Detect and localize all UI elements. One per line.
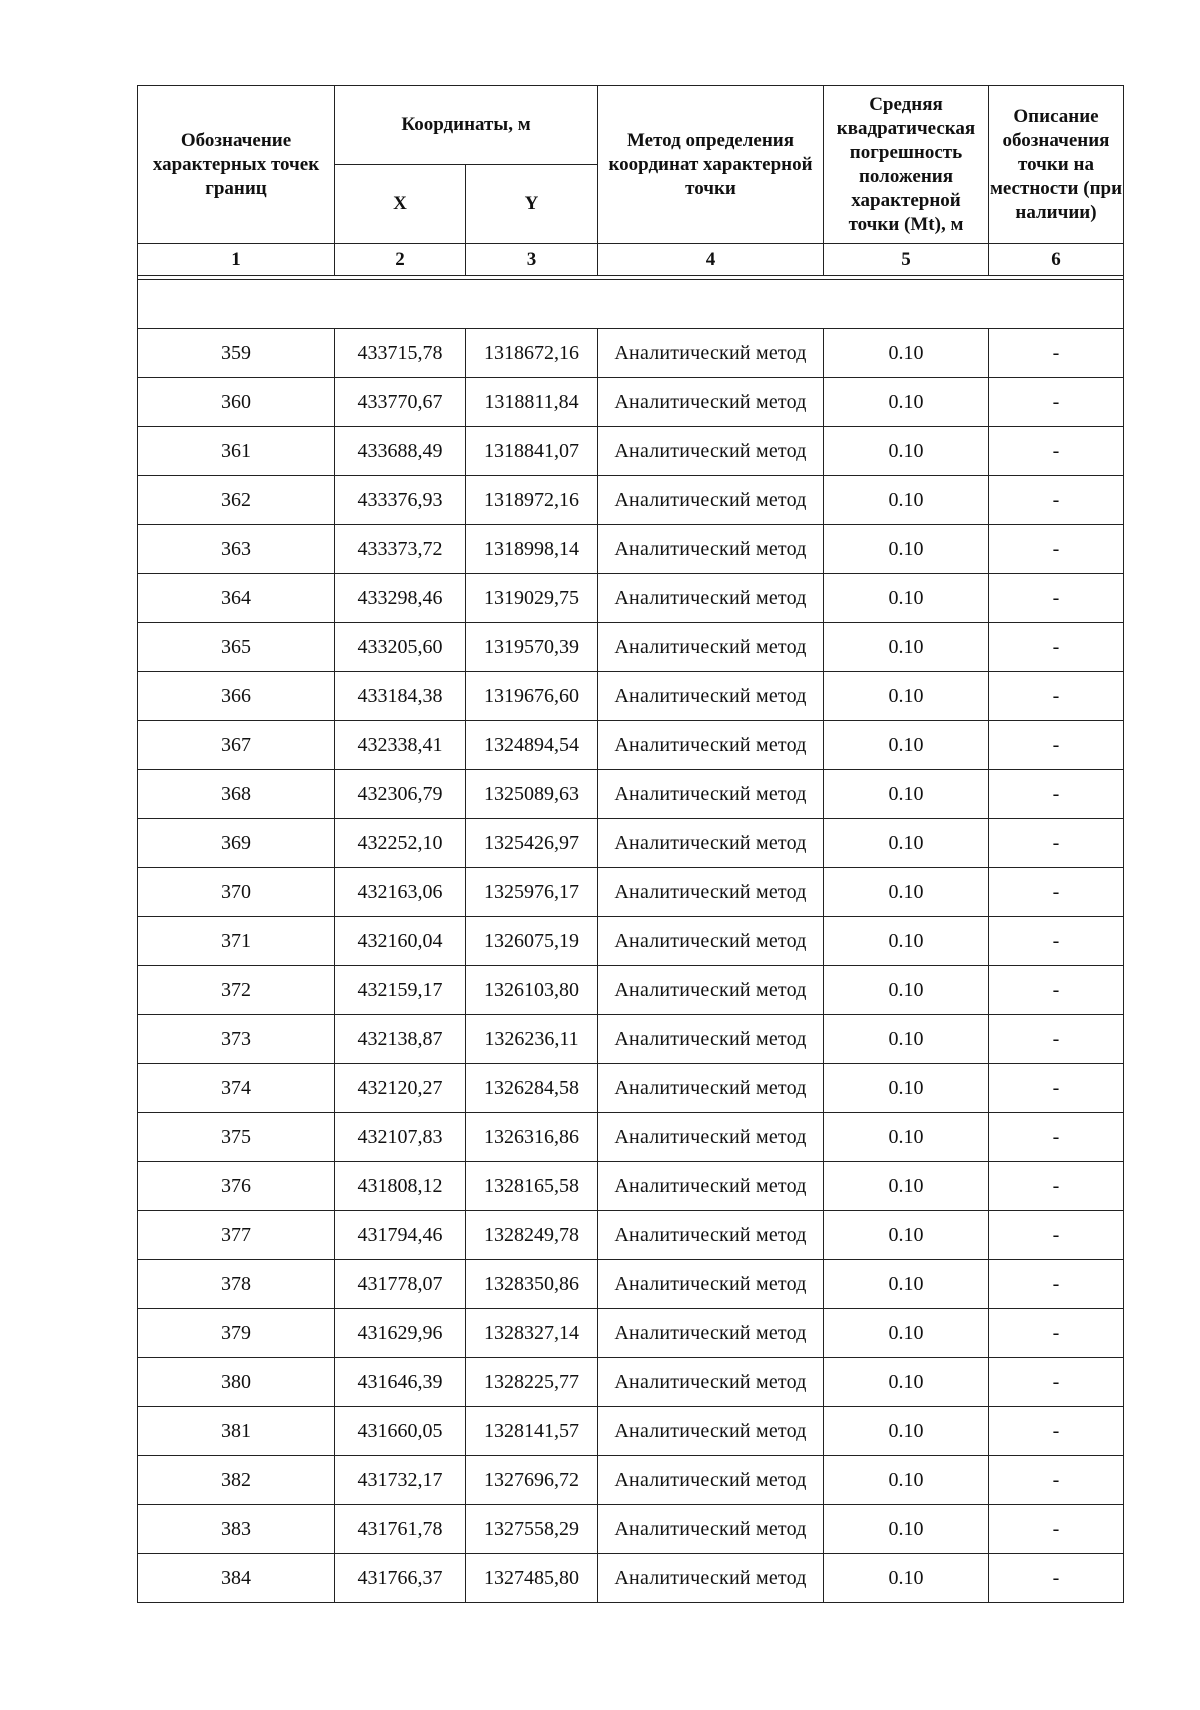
- y-coordinate-cell: 1328249,78: [466, 1211, 598, 1260]
- x-coordinate-cell: 433298,46: [335, 574, 466, 623]
- point-cell: 370: [138, 868, 335, 917]
- column-number: 3: [466, 244, 598, 276]
- y-coordinate-cell: 1326236,11: [466, 1015, 598, 1064]
- point-cell: 365: [138, 623, 335, 672]
- y-coordinate-cell: 1318811,84: [466, 378, 598, 427]
- y-coordinate-cell: 1326075,19: [466, 917, 598, 966]
- error-cell: 0.10: [824, 1015, 989, 1064]
- x-coordinate-cell: 433715,78: [335, 329, 466, 378]
- y-coordinate-cell: 1325976,17: [466, 868, 598, 917]
- y-coordinate-cell: 1327558,29: [466, 1505, 598, 1554]
- description-cell: -: [989, 1407, 1124, 1456]
- method-cell: Аналитический метод: [598, 721, 824, 770]
- x-coordinate-cell: 432163,06: [335, 868, 466, 917]
- y-coordinate-cell: 1326284,58: [466, 1064, 598, 1113]
- x-coordinate-cell: 432159,17: [335, 966, 466, 1015]
- description-cell: -: [989, 1064, 1124, 1113]
- column-number: 1: [138, 244, 335, 276]
- description-cell: -: [989, 1358, 1124, 1407]
- description-cell: -: [989, 1015, 1124, 1064]
- description-cell: -: [989, 1309, 1124, 1358]
- method-cell: Аналитический метод: [598, 1113, 824, 1162]
- table-row: [138, 1015, 1124, 1064]
- x-coordinate-cell: 433184,38: [335, 672, 466, 721]
- column-number: 6: [989, 244, 1124, 276]
- error-cell: 0.10: [824, 329, 989, 378]
- error-cell: 0.10: [824, 378, 989, 427]
- table-row: [138, 1505, 1124, 1554]
- blank-section-cell: [138, 280, 1124, 329]
- error-cell: 0.10: [824, 427, 989, 476]
- y-coordinate-cell: 1328350,86: [466, 1260, 598, 1309]
- error-cell: 0.10: [824, 721, 989, 770]
- method-cell: Аналитический метод: [598, 966, 824, 1015]
- error-cell: 0.10: [824, 623, 989, 672]
- y-coordinate-cell: 1324894,54: [466, 721, 598, 770]
- point-cell: 372: [138, 966, 335, 1015]
- error-cell: 0.10: [824, 1309, 989, 1358]
- table-row: [138, 378, 1124, 427]
- description-cell: -: [989, 1260, 1124, 1309]
- description-cell: -: [989, 1113, 1124, 1162]
- y-coordinate-cell: 1328165,58: [466, 1162, 598, 1211]
- method-cell: Аналитический метод: [598, 1407, 824, 1456]
- method-cell: Аналитический метод: [598, 1309, 824, 1358]
- table-row: [138, 1456, 1124, 1505]
- error-cell: 0.10: [824, 819, 989, 868]
- column-number: 5: [824, 244, 989, 276]
- table-row: [138, 525, 1124, 574]
- y-coordinate-cell: 1318841,07: [466, 427, 598, 476]
- error-cell: 0.10: [824, 574, 989, 623]
- x-coordinate-cell: 432160,04: [335, 917, 466, 966]
- point-cell: 374: [138, 1064, 335, 1113]
- x-coordinate-cell: 432120,27: [335, 1064, 466, 1113]
- y-coordinate-cell: 1325426,97: [466, 819, 598, 868]
- table-row: [138, 1309, 1124, 1358]
- description-cell: -: [989, 476, 1124, 525]
- y-coordinate-cell: 1327485,80: [466, 1554, 598, 1603]
- point-cell: 384: [138, 1554, 335, 1603]
- x-coordinate-cell: 432338,41: [335, 721, 466, 770]
- description-cell: -: [989, 966, 1124, 1015]
- method-cell: Аналитический метод: [598, 476, 824, 525]
- point-cell: 363: [138, 525, 335, 574]
- method-cell: Аналитический метод: [598, 1505, 824, 1554]
- error-cell: 0.10: [824, 1554, 989, 1603]
- point-cell: 362: [138, 476, 335, 525]
- error-cell: 0.10: [824, 476, 989, 525]
- y-coordinate-cell: 1318672,16: [466, 329, 598, 378]
- error-cell: 0.10: [824, 1407, 989, 1456]
- table-row: [138, 1554, 1124, 1603]
- x-coordinate-cell: 433688,49: [335, 427, 466, 476]
- x-coordinate-cell: 433770,67: [335, 378, 466, 427]
- table-row: [138, 1113, 1124, 1162]
- method-cell: Аналитический метод: [598, 917, 824, 966]
- error-cell: 0.10: [824, 525, 989, 574]
- error-cell: 0.10: [824, 1358, 989, 1407]
- y-coordinate-cell: 1318972,16: [466, 476, 598, 525]
- description-cell: -: [989, 378, 1124, 427]
- table-body: [138, 329, 1124, 1603]
- x-coordinate-cell: 433373,72: [335, 525, 466, 574]
- table-row: [138, 868, 1124, 917]
- x-coordinate-cell: 432252,10: [335, 819, 466, 868]
- table-row: [138, 1407, 1124, 1456]
- description-cell: -: [989, 329, 1124, 378]
- description-cell: -: [989, 1162, 1124, 1211]
- method-cell: Аналитический метод: [598, 427, 824, 476]
- x-coordinate-cell: 432107,83: [335, 1113, 466, 1162]
- point-cell: 382: [138, 1456, 335, 1505]
- error-cell: 0.10: [824, 1162, 989, 1211]
- method-cell: Аналитический метод: [598, 1211, 824, 1260]
- method-cell: Аналитический метод: [598, 1064, 824, 1113]
- point-cell: 360: [138, 378, 335, 427]
- column-number: 4: [598, 244, 824, 276]
- point-cell: 361: [138, 427, 335, 476]
- point-cell: 376: [138, 1162, 335, 1211]
- description-cell: -: [989, 623, 1124, 672]
- description-cell: -: [989, 525, 1124, 574]
- method-cell: Аналитический метод: [598, 378, 824, 427]
- table-row: [138, 721, 1124, 770]
- method-cell: Аналитический метод: [598, 1260, 824, 1309]
- table-row: [138, 1162, 1124, 1211]
- header-method: Метод определения координат характерной точки: [598, 86, 824, 244]
- blank-section-row: [138, 280, 1124, 329]
- point-cell: 380: [138, 1358, 335, 1407]
- description-cell: -: [989, 721, 1124, 770]
- point-cell: 383: [138, 1505, 335, 1554]
- method-cell: Аналитический метод: [598, 1554, 824, 1603]
- method-cell: Аналитический метод: [598, 623, 824, 672]
- y-coordinate-cell: 1328141,57: [466, 1407, 598, 1456]
- error-cell: 0.10: [824, 1260, 989, 1309]
- point-cell: 366: [138, 672, 335, 721]
- x-coordinate-cell: 433205,60: [335, 623, 466, 672]
- x-coordinate-cell: 431808,12: [335, 1162, 466, 1211]
- table-row: [138, 1358, 1124, 1407]
- y-coordinate-cell: 1326316,86: [466, 1113, 598, 1162]
- y-coordinate-cell: 1326103,80: [466, 966, 598, 1015]
- x-coordinate-cell: 431629,96: [335, 1309, 466, 1358]
- table-row: [138, 623, 1124, 672]
- point-cell: 377: [138, 1211, 335, 1260]
- table-header: [138, 86, 1124, 329]
- description-cell: -: [989, 427, 1124, 476]
- x-coordinate-cell: 431766,37: [335, 1554, 466, 1603]
- method-cell: Аналитический метод: [598, 770, 824, 819]
- header-coordinates: Координаты, м: [335, 86, 598, 165]
- y-coordinate-cell: 1318998,14: [466, 525, 598, 574]
- error-cell: 0.10: [824, 1113, 989, 1162]
- x-coordinate-cell: 432306,79: [335, 770, 466, 819]
- point-cell: 381: [138, 1407, 335, 1456]
- coordinates-table: [137, 85, 1124, 1603]
- table-row: [138, 966, 1124, 1015]
- header-x: X: [335, 165, 466, 244]
- error-cell: 0.10: [824, 1064, 989, 1113]
- table-row: [138, 672, 1124, 721]
- point-cell: 368: [138, 770, 335, 819]
- description-cell: -: [989, 1505, 1124, 1554]
- point-cell: 359: [138, 329, 335, 378]
- point-cell: 379: [138, 1309, 335, 1358]
- table-row: [138, 427, 1124, 476]
- point-cell: 371: [138, 917, 335, 966]
- error-cell: 0.10: [824, 1456, 989, 1505]
- y-coordinate-cell: 1327696,72: [466, 1456, 598, 1505]
- table-row: [138, 917, 1124, 966]
- method-cell: Аналитический метод: [598, 819, 824, 868]
- y-coordinate-cell: 1328225,77: [466, 1358, 598, 1407]
- description-cell: -: [989, 868, 1124, 917]
- y-coordinate-cell: 1319676,60: [466, 672, 598, 721]
- description-cell: -: [989, 672, 1124, 721]
- description-cell: -: [989, 770, 1124, 819]
- point-cell: 378: [138, 1260, 335, 1309]
- table-row: [138, 819, 1124, 868]
- point-cell: 375: [138, 1113, 335, 1162]
- description-cell: -: [989, 1211, 1124, 1260]
- description-cell: -: [989, 1456, 1124, 1505]
- method-cell: Аналитический метод: [598, 329, 824, 378]
- description-cell: -: [989, 1554, 1124, 1603]
- header-point-label: Обозначение характерных точек границ: [138, 86, 335, 244]
- method-cell: Аналитический метод: [598, 525, 824, 574]
- point-cell: 364: [138, 574, 335, 623]
- point-cell: 369: [138, 819, 335, 868]
- x-coordinate-cell: 432138,87: [335, 1015, 466, 1064]
- table-row: [138, 574, 1124, 623]
- point-cell: 367: [138, 721, 335, 770]
- table-row: [138, 476, 1124, 525]
- error-cell: 0.10: [824, 770, 989, 819]
- error-cell: 0.10: [824, 868, 989, 917]
- table-row: [138, 1260, 1124, 1309]
- description-cell: -: [989, 819, 1124, 868]
- x-coordinate-cell: 433376,93: [335, 476, 466, 525]
- error-cell: 0.10: [824, 1505, 989, 1554]
- y-coordinate-cell: 1319570,39: [466, 623, 598, 672]
- method-cell: Аналитический метод: [598, 1456, 824, 1505]
- column-number-row: [138, 244, 1124, 276]
- method-cell: Аналитический метод: [598, 868, 824, 917]
- x-coordinate-cell: 431660,05: [335, 1407, 466, 1456]
- x-coordinate-cell: 431794,46: [335, 1211, 466, 1260]
- x-coordinate-cell: 431646,39: [335, 1358, 466, 1407]
- table-row: [138, 329, 1124, 378]
- error-cell: 0.10: [824, 672, 989, 721]
- method-cell: Аналитический метод: [598, 672, 824, 721]
- y-coordinate-cell: 1325089,63: [466, 770, 598, 819]
- table-row: [138, 1064, 1124, 1113]
- method-cell: Аналитический метод: [598, 1162, 824, 1211]
- y-coordinate-cell: 1319029,75: [466, 574, 598, 623]
- column-number: 2: [335, 244, 466, 276]
- header-y: Y: [466, 165, 598, 244]
- x-coordinate-cell: 431732,17: [335, 1456, 466, 1505]
- point-cell: 373: [138, 1015, 335, 1064]
- error-cell: 0.10: [824, 966, 989, 1015]
- table-row: [138, 1211, 1124, 1260]
- header-error: Средняя квадратическая погрешность положения характерной точки (Mt), м: [824, 86, 989, 244]
- method-cell: Аналитический метод: [598, 574, 824, 623]
- method-cell: Аналитический метод: [598, 1358, 824, 1407]
- header-description: Описание обозначения точки на местности (при наличии): [989, 86, 1124, 244]
- table-row: [138, 770, 1124, 819]
- x-coordinate-cell: 431778,07: [335, 1260, 466, 1309]
- y-coordinate-cell: 1328327,14: [466, 1309, 598, 1358]
- error-cell: 0.10: [824, 1211, 989, 1260]
- x-coordinate-cell: 431761,78: [335, 1505, 466, 1554]
- description-cell: -: [989, 574, 1124, 623]
- method-cell: Аналитический метод: [598, 1015, 824, 1064]
- error-cell: 0.10: [824, 917, 989, 966]
- description-cell: -: [989, 917, 1124, 966]
